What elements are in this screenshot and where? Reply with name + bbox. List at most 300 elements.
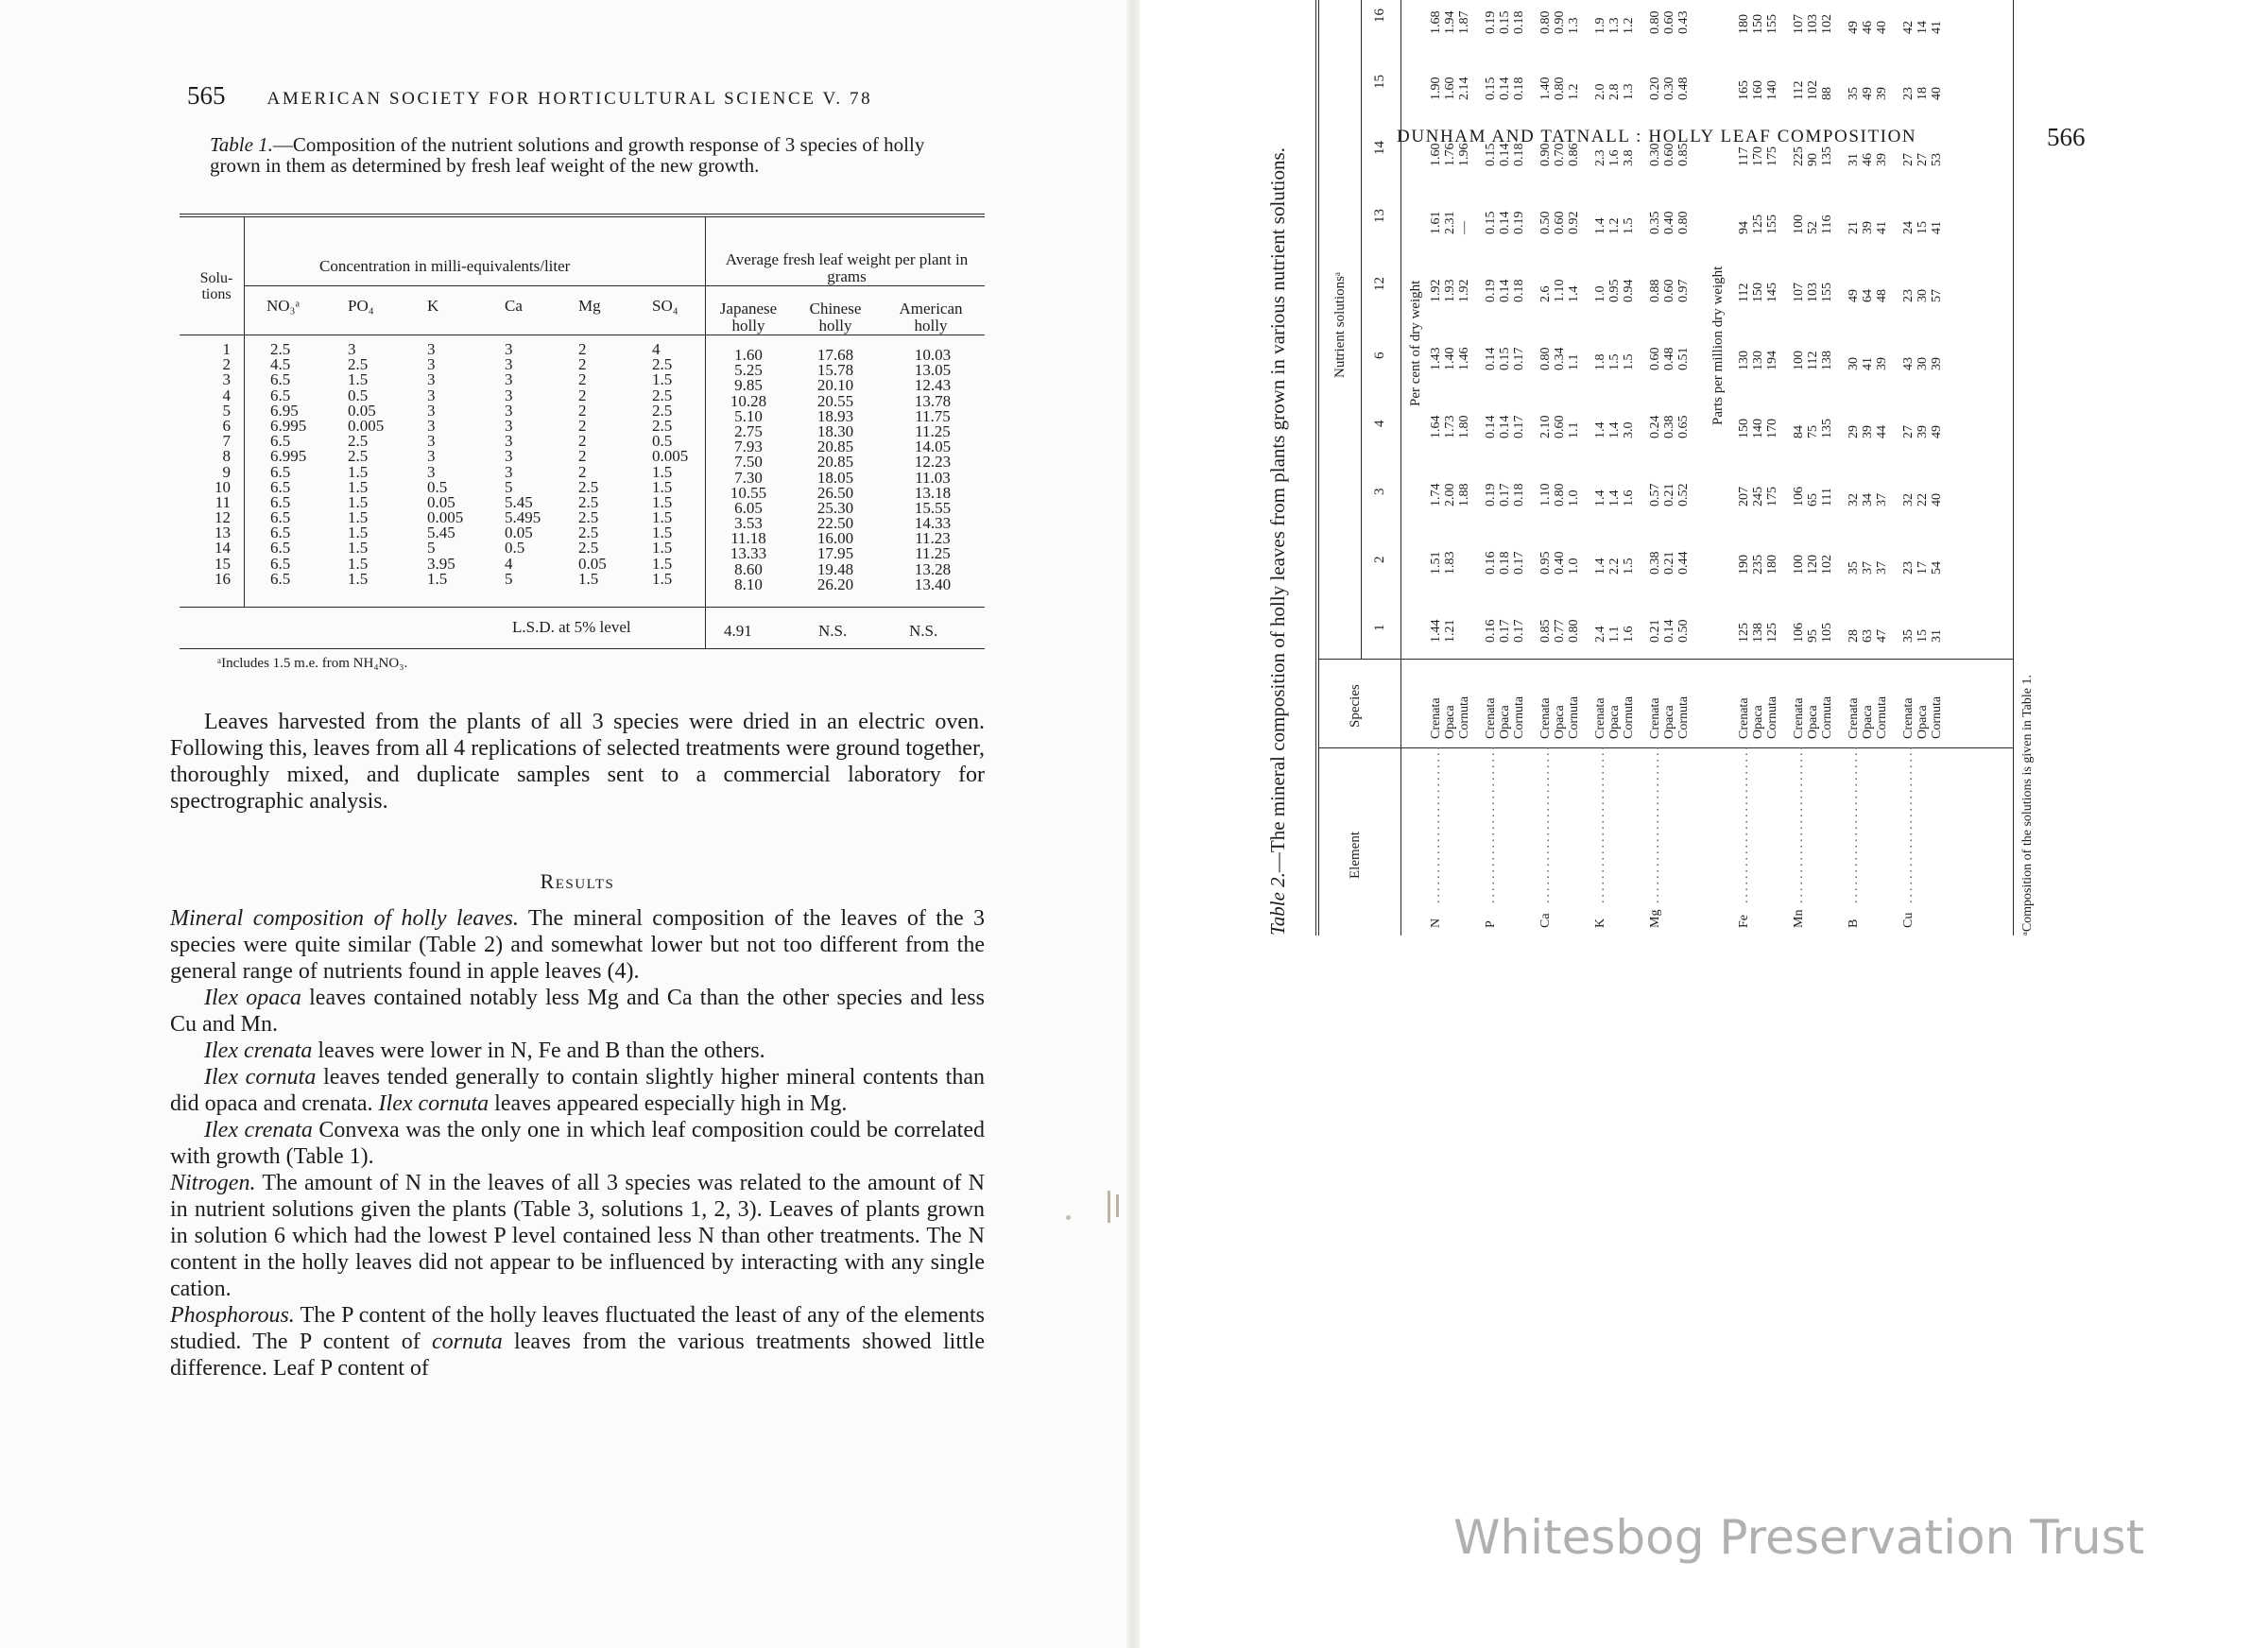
table2-value: 1.96 bbox=[1457, 143, 1471, 166]
table2-value: 1.1 bbox=[1567, 353, 1581, 370]
table2-value: 1.40 bbox=[1538, 77, 1553, 100]
table1-col-k-cell: 3 bbox=[427, 386, 436, 404]
table1-col-chinese-cell: 20.55 bbox=[816, 391, 854, 410]
table1-col-k-cell: 3 bbox=[427, 355, 436, 374]
table1-col-po4-cell: 2.5 bbox=[348, 447, 369, 466]
results-heading: Results bbox=[540, 869, 615, 893]
table1-col-japanese-cell: 7.30 bbox=[734, 468, 763, 487]
para-opaca-text: leaves contained notably less Mg and Ca than the other species and less Cu and Mn. bbox=[170, 986, 985, 1037]
table1-col-japanese-cell: 13.33 bbox=[730, 544, 767, 563]
table1-colhead-mg: Mg bbox=[578, 297, 601, 315]
table1-col-ca-cell: 3 bbox=[505, 447, 513, 466]
table1-col-japanese-cell: 9.85 bbox=[734, 376, 763, 395]
table2-value: 0.52 bbox=[1676, 483, 1691, 506]
table2-species: Opaca bbox=[1607, 705, 1622, 739]
table1-col-chinese-cell: 25.30 bbox=[816, 498, 854, 517]
table1-col-no3-cell: 6.995 bbox=[270, 447, 307, 466]
table2-value: 155 bbox=[1765, 14, 1779, 34]
table2-value: 2.0 bbox=[1593, 83, 1607, 100]
table1-col-american-cell: 12.43 bbox=[914, 376, 952, 395]
table2-value: 1.10 bbox=[1553, 279, 1567, 302]
table2-value: 0.80 bbox=[1676, 211, 1691, 234]
table2-value: 1.6 bbox=[1607, 149, 1622, 166]
table2-value: 1.5 bbox=[1622, 353, 1636, 370]
table-row bbox=[1662, 0, 1677, 936]
table1-col-american-cell: 11.23 bbox=[915, 529, 951, 548]
table-row bbox=[1737, 0, 1752, 936]
table2-value: 175 bbox=[1765, 146, 1779, 166]
table2-value: 42 bbox=[1901, 21, 1916, 34]
table2-value: 29 bbox=[1847, 425, 1861, 438]
table2-value: 1.90 bbox=[1429, 77, 1443, 100]
table2-species: Cornuta bbox=[1765, 695, 1779, 739]
table2-value: 0.85 bbox=[1538, 619, 1553, 643]
table1-col-po4-cell: 0.005 bbox=[348, 416, 385, 435]
table2-value: 1.40 bbox=[1443, 347, 1457, 370]
table1-col-k-cell: 3 bbox=[427, 401, 436, 420]
table2-top-rule bbox=[1315, 0, 1316, 936]
table2-value: 1.4 bbox=[1593, 489, 1607, 506]
table1-col-japanese-cell: 7.50 bbox=[734, 453, 763, 472]
table-row bbox=[1607, 0, 1623, 936]
table2-value: 94 bbox=[1737, 221, 1751, 234]
table1-col-ca-cell: 5 bbox=[505, 569, 513, 588]
table2-element-name: B bbox=[1847, 918, 1861, 928]
table1-col-ca-cell: 3 bbox=[505, 370, 513, 389]
table2-species: Crenata bbox=[1648, 697, 1662, 739]
table2-value: 0.80 bbox=[1553, 77, 1567, 100]
para-cornuta bbox=[170, 1064, 985, 1117]
table2-value: 39 bbox=[1875, 357, 1889, 370]
para-crenata-text: leaves were lower in N, Fe and B than the others. bbox=[312, 1039, 765, 1063]
table2-value: 0.60 bbox=[1662, 279, 1676, 302]
table1-col-solutions-cell: 11 bbox=[215, 492, 231, 511]
table1-col-solutions-cell: 5 bbox=[222, 401, 231, 420]
table2-value: 27 bbox=[1916, 153, 1930, 166]
table1-col-mg-cell: 0.05 bbox=[578, 554, 607, 573]
table2-caption bbox=[1266, 147, 1290, 936]
table1-col-japanese-cell: 10.28 bbox=[730, 391, 767, 410]
table1-col-ca-cell: 3 bbox=[505, 355, 513, 374]
table2-value: 37 bbox=[1861, 561, 1875, 575]
table1-lsd-chinese: N.S. bbox=[818, 622, 848, 640]
table1-col-no3-cell: 6.5 bbox=[270, 539, 291, 558]
table1-col-po4-cell: 1.5 bbox=[348, 569, 369, 588]
para-nitrogen-lead: Nitrogen. bbox=[170, 1171, 256, 1195]
table2-value: 46 bbox=[1861, 21, 1875, 34]
table2-value: 0.14 bbox=[1484, 347, 1498, 370]
table2-species: Crenata bbox=[1484, 697, 1498, 739]
table1-col-so4-cell: 1.5 bbox=[652, 539, 673, 558]
table2-value: 194 bbox=[1765, 351, 1779, 370]
table2-value: 0.80 bbox=[1538, 10, 1553, 34]
table2-value: 103 bbox=[1806, 283, 1820, 302]
table2-value: 106 bbox=[1792, 487, 1806, 506]
table2-species: Opaca bbox=[1498, 705, 1512, 739]
table1-col-no3-cell: 6.5 bbox=[270, 462, 291, 481]
table2-solution-col-header: 15 bbox=[1372, 75, 1387, 89]
table1-col-american-cell: 11.25 bbox=[915, 544, 951, 563]
table2-head-element: Element bbox=[1348, 832, 1363, 879]
table1-col-ca-cell: 3 bbox=[505, 416, 513, 435]
table2-value: 170 bbox=[1765, 419, 1779, 438]
table-row bbox=[1847, 0, 1862, 936]
table2-value: 138 bbox=[1820, 351, 1834, 370]
table-row bbox=[1498, 0, 1513, 936]
table1-col-american-cell: 11.75 bbox=[915, 406, 951, 425]
table2-value: 1.4 bbox=[1567, 285, 1581, 302]
table2-value: 41 bbox=[1861, 357, 1875, 370]
table2-value: 1.9 bbox=[1593, 17, 1607, 34]
table1-col-no3-cell: 6.5 bbox=[270, 508, 291, 527]
table1-col-chinese-cell: 22.50 bbox=[816, 514, 854, 533]
para-mineral-text: The mineral composition of the leaves of the 3 species were quite similar (Table 2) and somewhat lower but not too different from the general range of nutrients found in apple leaves (4). bbox=[170, 906, 985, 984]
table2-value: 116 bbox=[1820, 215, 1834, 234]
table1-col-japanese-cell: 8.10 bbox=[734, 575, 763, 593]
table2-value: 3.8 bbox=[1622, 149, 1636, 166]
table1-col-ca-cell: 3 bbox=[505, 386, 513, 404]
table1-col-no3-cell: 2.5 bbox=[270, 340, 291, 358]
table2-value: 1.0 bbox=[1567, 558, 1581, 575]
table2-value: 0.14 bbox=[1484, 415, 1498, 438]
table1-col-no3-cell: 4.5 bbox=[270, 355, 291, 374]
table2-value: 1.76 bbox=[1443, 143, 1457, 166]
table2-solution-col-header: 4 bbox=[1372, 420, 1387, 427]
table2-species: Crenata bbox=[1593, 697, 1607, 739]
table2-value: 2.00 bbox=[1443, 483, 1457, 506]
table1-col-so4-cell: 2.5 bbox=[652, 401, 673, 420]
table2-value: 0.17 bbox=[1498, 619, 1512, 643]
table2-value: 135 bbox=[1820, 419, 1834, 438]
table2-value: 1.6 bbox=[1622, 626, 1636, 643]
table1-col-k-cell: 3 bbox=[427, 416, 436, 435]
table1-col-k-cell: 0.5 bbox=[427, 477, 448, 496]
table1-col-american-cell: 11.03 bbox=[915, 468, 951, 487]
table1-col-mg-cell: 2 bbox=[578, 370, 587, 389]
table2-value: 0.14 bbox=[1662, 619, 1676, 643]
table2-value: 0.35 bbox=[1648, 211, 1662, 234]
table1-caption-text: —Composition of the nutrient solutions and growth response of 3 species of holly grown in them as determined by fresh leaf weight of the new growth. bbox=[210, 133, 925, 177]
table1-col-k-cell: 3 bbox=[427, 462, 436, 481]
table1-colhead-k: K bbox=[427, 297, 439, 315]
table2-value: 0.70 bbox=[1553, 143, 1567, 166]
table1-header-conc: Concentration in milli-equivalents/liter bbox=[319, 257, 571, 275]
table2-value: 34 bbox=[1861, 493, 1875, 506]
table1-col-no3-cell: 6.5 bbox=[270, 386, 291, 404]
table2-leader-dots: .......................... bbox=[1737, 744, 1751, 903]
table1-col-solutions-cell: 13 bbox=[215, 524, 231, 542]
table2-value: 32 bbox=[1847, 493, 1861, 506]
table1-col-mg-cell: 2.5 bbox=[578, 492, 599, 511]
table2-value: 31 bbox=[1930, 629, 1944, 643]
table1-col-no3-cell: 6.5 bbox=[270, 554, 291, 573]
table2-value: 0.17 bbox=[1512, 619, 1526, 643]
para-phosphorous bbox=[170, 1302, 985, 1382]
table2-value: 30 bbox=[1916, 357, 1930, 370]
results-body bbox=[170, 905, 985, 1382]
table1-col-solutions-cell: 14 bbox=[215, 539, 231, 558]
para-mineral bbox=[170, 905, 985, 985]
table2-value: 0.80 bbox=[1648, 10, 1662, 34]
table2-value: 120 bbox=[1806, 555, 1820, 575]
table2-value: 0.88 bbox=[1648, 279, 1662, 302]
table2-value: 1.51 bbox=[1429, 551, 1443, 575]
table2-caption-text: —The mineral composition of holly leaves from plants grown in various nutrient solutions. bbox=[1266, 147, 1289, 873]
table2-value: 165 bbox=[1737, 80, 1751, 100]
table1-col-american-cell: 14.33 bbox=[914, 514, 952, 533]
table1-lsd-american: N.S. bbox=[909, 622, 938, 640]
table2-value: 1.80 bbox=[1457, 415, 1471, 438]
table1-col-so4-cell: 4 bbox=[652, 340, 661, 358]
table1-col-mg-cell: 2.5 bbox=[578, 524, 599, 542]
table-row bbox=[1567, 0, 1582, 936]
table2-value: 0.15 bbox=[1484, 211, 1498, 234]
table2-value: 75 bbox=[1806, 425, 1820, 438]
table2-value: 190 bbox=[1737, 555, 1751, 575]
table2-value: 0.18 bbox=[1512, 77, 1526, 100]
table2-solution-col-header: 1 bbox=[1372, 624, 1387, 631]
table2-value: 88 bbox=[1820, 87, 1834, 100]
table2-solution-col-header: 3 bbox=[1372, 488, 1387, 495]
table1-col-chinese-cell: 18.93 bbox=[816, 406, 854, 425]
table2-value: 1.3 bbox=[1567, 17, 1581, 34]
table2-value: 1.60 bbox=[1443, 77, 1457, 100]
table1-col-mg-cell: 2.5 bbox=[578, 477, 599, 496]
table2-value: 0.50 bbox=[1676, 619, 1691, 643]
para-convexa bbox=[170, 1117, 985, 1170]
table2-value: 0.95 bbox=[1538, 551, 1553, 575]
table2-value: 1.87 bbox=[1457, 10, 1471, 34]
para-cornuta-text-b: leaves appeared especially high in Mg. bbox=[489, 1091, 848, 1116]
table1-col-so4-cell: 1.5 bbox=[652, 508, 673, 527]
para-cornuta-lead: Ilex cornuta bbox=[204, 1065, 317, 1090]
table2-value: 53 bbox=[1930, 153, 1944, 166]
table1-col-solutions-cell: 7 bbox=[222, 432, 231, 451]
table2-unit-ppm: Parts per million dry weight bbox=[1710, 266, 1726, 425]
table-row bbox=[1538, 0, 1554, 936]
table-row bbox=[1861, 0, 1876, 936]
table1-col-japanese-cell: 5.25 bbox=[734, 361, 763, 380]
table1-col-solutions-cell: 3 bbox=[222, 370, 231, 389]
table2-species: Cornuta bbox=[1512, 695, 1526, 739]
table2-value: 112 bbox=[1737, 283, 1751, 302]
table1-col-mg-cell: 2 bbox=[578, 432, 587, 451]
table2-value: 1.94 bbox=[1443, 10, 1457, 34]
table2-value: 150 bbox=[1751, 14, 1765, 34]
table1-col-solutions-cell: 1 bbox=[222, 340, 231, 358]
table2-value: 0.18 bbox=[1512, 10, 1526, 34]
table1-col-american-cell: 13.28 bbox=[914, 559, 952, 578]
table1-col-no3 bbox=[270, 342, 306, 587]
table2-value: 175 bbox=[1765, 487, 1779, 506]
table2-value: 65 bbox=[1806, 493, 1820, 506]
table2-species: Crenata bbox=[1737, 697, 1751, 739]
table1-col-so4-cell: 1.5 bbox=[652, 492, 673, 511]
table2-value: 63 bbox=[1861, 629, 1875, 643]
table1-col-no3-cell: 6.5 bbox=[270, 370, 291, 389]
table1-col-american-cell: 13.05 bbox=[914, 361, 952, 380]
table2-solution-col-header: 13 bbox=[1372, 209, 1387, 223]
table1-col-chinese bbox=[796, 348, 875, 592]
table2-value: 0.17 bbox=[1512, 415, 1526, 438]
table2-value: 106 bbox=[1792, 623, 1806, 643]
para-cornuta-text-a: leaves tended generally to contain slightly higher mineral contents than did opaca and crenata. bbox=[170, 1065, 985, 1116]
table2-value: 52 bbox=[1806, 221, 1820, 234]
table2-value: 1.46 bbox=[1457, 347, 1471, 370]
table2-value: 125 bbox=[1737, 623, 1751, 643]
table2-value: 0.38 bbox=[1648, 551, 1662, 575]
table2-footnote: ᵃComposition of the solutions is given in Table 1. bbox=[2020, 675, 2035, 936]
table1-col-chinese-cell: 20.10 bbox=[816, 376, 854, 395]
table1-colhead-american: American holly bbox=[899, 300, 963, 335]
table1-col-japanese-cell: 11.18 bbox=[730, 529, 766, 548]
table1-col-po4-cell: 2.5 bbox=[348, 432, 369, 451]
table2-value: 28 bbox=[1847, 629, 1861, 643]
table2-value: 0.95 bbox=[1607, 279, 1622, 302]
running-head-right: DUNHAM AND TATNALL : HOLLY LEAF COMPOSITION bbox=[1397, 127, 1917, 146]
table2-leader-dots: .......................... bbox=[1792, 744, 1806, 903]
table2-value: 1.0 bbox=[1567, 489, 1581, 506]
table1-col-po4 bbox=[348, 342, 384, 587]
table2-value: 1.68 bbox=[1429, 10, 1443, 34]
table2-value: 0.15 bbox=[1484, 143, 1498, 166]
table1-top-rule-2 bbox=[180, 216, 985, 217]
table2-species: Cornuta bbox=[1567, 695, 1581, 739]
table2-value: 100 bbox=[1792, 351, 1806, 370]
table1-col-japanese-cell: 5.10 bbox=[734, 406, 763, 425]
table2-value: 0.80 bbox=[1567, 619, 1581, 643]
table2-value: 1.44 bbox=[1429, 619, 1443, 643]
table1-col-mg-cell: 2.5 bbox=[578, 508, 599, 527]
table1-col-japanese-cell: 7.93 bbox=[734, 438, 763, 456]
para-nitrogen bbox=[170, 1170, 985, 1302]
table2-element-name: P bbox=[1484, 920, 1498, 928]
table2-value: 17 bbox=[1916, 561, 1930, 575]
table1-col-so4-cell: 1.5 bbox=[652, 370, 673, 389]
table1-col-po4-cell: 1.5 bbox=[348, 492, 369, 511]
table2-head-species: Species bbox=[1348, 684, 1363, 728]
para-phos-text-a: The P content of the holly leaves fluctuated the least of any of the elements studied. The P content of bbox=[170, 1303, 985, 1354]
table2-value: 0.60 bbox=[1662, 10, 1676, 34]
table1-col-po4-cell: 1.5 bbox=[348, 370, 369, 389]
table1-colhead-ca: Ca bbox=[505, 297, 523, 315]
table1-header-weight: Average fresh leaf weight per plant in grams bbox=[725, 250, 969, 285]
table2-value: 1.4 bbox=[1607, 421, 1622, 438]
table2-value: 130 bbox=[1751, 351, 1765, 370]
table1-col-chinese-cell: 20.85 bbox=[816, 438, 854, 456]
table2-value: 100 bbox=[1792, 555, 1806, 575]
table2-value: 1.88 bbox=[1457, 483, 1471, 506]
table2-value: 0.21 bbox=[1648, 619, 1662, 643]
table1-col-so4-cell: 2.5 bbox=[652, 386, 673, 404]
table-row bbox=[1792, 0, 1807, 936]
table1-col-no3-cell: 6.5 bbox=[270, 477, 291, 496]
table2-value: 2.2 bbox=[1607, 558, 1622, 575]
table2-value: 1.61 bbox=[1429, 211, 1443, 234]
table2-element-name: Ca bbox=[1538, 913, 1553, 928]
table1-col-po4-cell: 1.5 bbox=[348, 508, 369, 527]
table2-value: 41 bbox=[1930, 221, 1944, 234]
table1-col-po4-cell: 0.5 bbox=[348, 386, 369, 404]
table2-value: 43 bbox=[1901, 357, 1916, 370]
table2-value: 0.19 bbox=[1512, 211, 1526, 234]
table2-value: 39 bbox=[1916, 425, 1930, 438]
table1-col-chinese-cell: 17.68 bbox=[816, 346, 854, 364]
table2-value: 15 bbox=[1916, 221, 1930, 234]
table2-value: 111 bbox=[1820, 488, 1834, 506]
table2-value: 1.2 bbox=[1567, 83, 1581, 100]
table2-value: 1.4 bbox=[1593, 217, 1607, 234]
watermark: Whitesbog Preservation Trust bbox=[1453, 1510, 2145, 1565]
table2-bottom-rule bbox=[2013, 0, 2014, 936]
table1-col-so4-cell: 1.5 bbox=[652, 524, 673, 542]
table1-col-chinese-cell: 16.00 bbox=[816, 529, 854, 548]
table2-value: 0.18 bbox=[1498, 551, 1512, 575]
table2-value: 0.90 bbox=[1538, 143, 1553, 166]
table2-leader-dots: .......................... bbox=[1648, 744, 1662, 903]
page-number-left: 565 bbox=[187, 81, 226, 110]
table1-col-solutions-cell: 12 bbox=[215, 508, 231, 527]
table2-value: 39 bbox=[1875, 153, 1889, 166]
table2-value: 49 bbox=[1847, 289, 1861, 302]
table1-col-chinese-cell: 17.95 bbox=[816, 544, 854, 563]
table2-value: 0.20 bbox=[1648, 77, 1662, 100]
table1-col-ca-cell: 4 bbox=[505, 554, 513, 573]
table2-element-name: Mn bbox=[1792, 909, 1806, 928]
table2-value: 1.3 bbox=[1622, 83, 1636, 100]
table2-value: 30 bbox=[1916, 289, 1930, 302]
table1-col-american-cell: 13.78 bbox=[914, 391, 952, 410]
table2-value: 0.40 bbox=[1553, 551, 1567, 575]
table1-col-solutions-cell: 4 bbox=[222, 386, 231, 404]
table2-value: 0.14 bbox=[1498, 415, 1512, 438]
table1-body-rule bbox=[180, 607, 985, 608]
table1-col-mg-cell: 2 bbox=[578, 401, 587, 420]
table2-value: 1.1 bbox=[1567, 421, 1581, 438]
table1-col-k-cell: 5.45 bbox=[427, 524, 455, 542]
table2-species: Opaca bbox=[1806, 705, 1820, 739]
table2-value: 18 bbox=[1916, 87, 1930, 100]
table1-col-solutions bbox=[197, 342, 231, 587]
table2-value: 107 bbox=[1792, 14, 1806, 34]
table2-value: 37 bbox=[1875, 561, 1889, 575]
para-cornuta-italic: Ilex cornuta bbox=[378, 1091, 490, 1116]
table2-value: 0.34 bbox=[1553, 347, 1567, 370]
table2-value: 0.19 bbox=[1484, 279, 1498, 302]
table2-value: 95 bbox=[1806, 629, 1820, 643]
table2-value: 2.31 bbox=[1443, 211, 1457, 234]
table1-col-po4-cell: 1.5 bbox=[348, 477, 369, 496]
table2-species: Crenata bbox=[1847, 697, 1861, 739]
table-row bbox=[1443, 0, 1458, 936]
para-methods-text: Leaves harvested from the plants of all 3 species were dried in an electric oven. Following this, leaves from all 4 replications of selected treatments were ground together, thoroughly mixed, and duplicate samples sent to a commercial laboratory for spectrographic analysis. bbox=[170, 710, 985, 814]
table2-species: Crenata bbox=[1792, 697, 1806, 739]
table1-col-american-cell: 12.23 bbox=[914, 453, 952, 472]
table2-species: Opaca bbox=[1553, 705, 1567, 739]
table2-value: 0.85 bbox=[1676, 143, 1691, 166]
table2-value: 0.18 bbox=[1512, 483, 1526, 506]
table1-col-japanese-cell: 2.75 bbox=[734, 421, 763, 440]
table2-value: 48 bbox=[1875, 289, 1889, 302]
table2-value: 0.21 bbox=[1662, 483, 1676, 506]
table1-col-solutions-cell: 16 bbox=[215, 569, 231, 588]
table2-solution-col-header: 16 bbox=[1372, 9, 1387, 23]
table1-col-no3-cell: 6.95 bbox=[270, 401, 299, 420]
table2-value: 49 bbox=[1930, 425, 1944, 438]
table2-value: 1.93 bbox=[1443, 279, 1457, 302]
table1-col-american-cell: 10.03 bbox=[914, 346, 952, 364]
table1-colhead-chinese: Chinese holly bbox=[809, 300, 862, 335]
